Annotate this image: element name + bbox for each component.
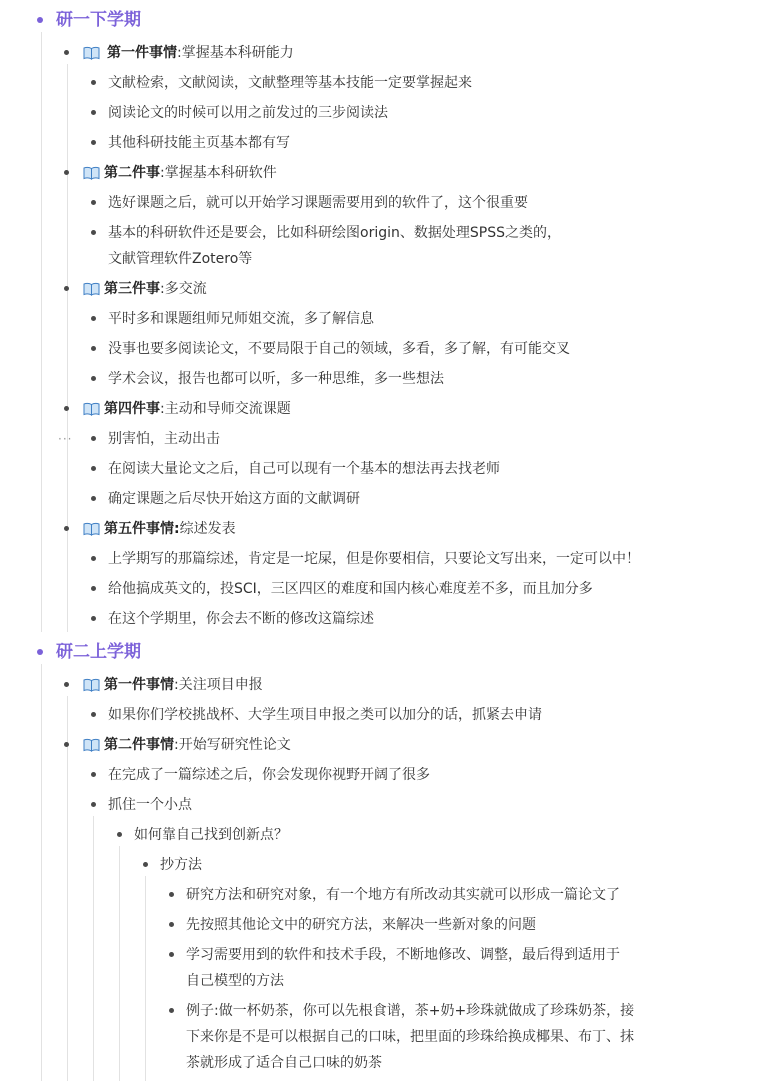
list-item-text: 其他科研技能主页基本都有写 — [108, 135, 290, 151]
outline-guide-level3 — [93, 816, 94, 1081]
list-item-text: 在这个学期里，你会去不断的修改这篇综述 — [108, 611, 374, 627]
topic-label-bold: 第一件事情 — [107, 45, 177, 61]
bullet[interactable] — [64, 742, 69, 747]
bullet[interactable] — [169, 922, 174, 927]
topic-label: :掌握基本科研软件 — [160, 165, 277, 181]
bullet[interactable] — [91, 466, 96, 471]
list-item-text: 学习需要用到的软件和技术手段，不断地修改、调整，最后得到适用于 — [186, 947, 620, 963]
bullet[interactable] — [91, 200, 96, 205]
list-item-text: 下来你是不是可以根据自己的口味，把里面的珍珠给换成椰果、布丁、抹 — [186, 1029, 634, 1045]
topic-label: 综述发表 — [179, 521, 236, 537]
list-item-text: 在阅读大量论文之后，自己可以现有一个基本的想法再去找老师 — [108, 461, 500, 477]
list-item-text: 在完成了一篇综述之后，你会发现你视野开阔了很多 — [108, 767, 430, 783]
list-item-text: 上学期写的那篇综述，肯定是一坨屎，但是你要相信，只要论文写出来，一定可以中！ — [108, 551, 640, 567]
topic-label: :关注项目申报 — [174, 677, 263, 693]
bullet[interactable] — [91, 586, 96, 591]
topic-label-bold: 第二件事 — [104, 165, 160, 181]
list-item-text: 茶就形成了适合自己口味的奶茶 — [186, 1055, 382, 1071]
outline-guide-level4 — [119, 846, 120, 1081]
bullet[interactable] — [169, 1008, 174, 1013]
topic-label-bold: 第五件事情: — [104, 521, 180, 537]
more-options-icon[interactable]: ··· — [58, 432, 73, 446]
list-item-text: 抓住一个小点 — [108, 797, 192, 813]
open-book-icon — [83, 402, 100, 416]
bullet[interactable] — [37, 17, 43, 23]
outline-guide-level1 — [41, 664, 42, 1081]
outline-guide-level2 — [67, 696, 68, 1081]
list-item-text: 平时多和课题组师兄师姐交流，多了解信息 — [108, 311, 374, 327]
topic-label-bold: 第二件事情 — [104, 737, 174, 753]
bullet[interactable] — [91, 80, 96, 85]
bullet[interactable] — [91, 712, 96, 717]
list-item-text: 文献检索，文献阅读，文献整理等基本技能一定要掌握起来 — [108, 75, 472, 91]
open-book-icon — [83, 166, 100, 180]
bullet[interactable] — [91, 376, 96, 381]
bullet[interactable] — [64, 406, 69, 411]
list-item-text: 没事也要多阅读论文，不要局限于自己的领域，多看，多了解，有可能交叉 — [108, 341, 570, 357]
topic-label: :掌握基本科研能力 — [177, 45, 294, 61]
bullet[interactable] — [117, 832, 122, 837]
topic-label: :多交流 — [160, 281, 207, 297]
list-item-text: 例子:做一杯奶茶，你可以先根食谱，茶+奶+珍珠就做成了珍珠奶茶，接 — [186, 1003, 635, 1019]
open-book-icon — [83, 738, 100, 752]
bullet[interactable] — [64, 170, 69, 175]
list-item-text: 基本的科研软件还是要会，比如科研绘图origin、数据处理SPSS之类的， — [108, 225, 561, 241]
bullet[interactable] — [91, 316, 96, 321]
bullet[interactable] — [64, 50, 69, 55]
list-item-text: 如何靠自己找到创新点？ — [134, 827, 288, 843]
open-book-icon — [83, 522, 100, 536]
outline-guide-level5 — [145, 876, 146, 1081]
section-title: 研二上学期 — [56, 642, 141, 662]
list-item-text: 给他搞成英文的，投SCI，三区四区的难度和国内核心难度差不多，而且加分多 — [108, 581, 593, 597]
topic-label-bold: 第一件事情 — [104, 677, 174, 693]
list-item-text: 如果你们学校挑战杯、大学生项目申报之类可以加分的话，抓紧去申请 — [108, 707, 542, 723]
outline-guide-level1 — [41, 32, 42, 632]
list-item-text: 文献管理软件Zotero等 — [108, 251, 253, 267]
open-book-icon — [83, 282, 100, 296]
bullet[interactable] — [169, 952, 174, 957]
list-item-text: 别害怕，主动出击 — [108, 431, 220, 447]
bullet[interactable] — [91, 496, 96, 501]
topic-label: :主动和导师交流课题 — [160, 401, 291, 417]
bullet[interactable] — [91, 140, 96, 145]
topic-label-bold: 第三件事 — [104, 281, 160, 297]
list-item-text: 学术会议，报告也都可以听，多一种思维，多一些想法 — [108, 371, 444, 387]
list-item-text: 选好课题之后，就可以开始学习课题需要用到的软件了，这个很重要 — [108, 195, 528, 211]
bullet[interactable] — [91, 110, 96, 115]
list-item-text: 先按照其他论文中的研究方法，来解决一些新对象的问题 — [186, 917, 536, 933]
bullet[interactable] — [91, 802, 96, 807]
bullet[interactable] — [91, 616, 96, 621]
topic-label: :开始写研究性论文 — [174, 737, 291, 753]
list-item-text: 自己模型的方法 — [186, 973, 284, 989]
list-item-text: 抄方法 — [160, 857, 202, 873]
bullet[interactable] — [64, 682, 69, 687]
bullet[interactable] — [64, 286, 69, 291]
bullet[interactable] — [91, 230, 96, 235]
bullet[interactable] — [91, 436, 96, 441]
outline-guide-level2 — [67, 64, 68, 632]
list-item-text: 确定课题之后尽快开始这方面的文献调研 — [108, 491, 360, 507]
list-item-text: 研究方法和研究对象，有一个地方有所改动其实就可以形成一篇论文了 — [186, 887, 620, 903]
list-item-text: 阅读论文的时候可以用之前发过的三步阅读法 — [108, 105, 388, 121]
open-book-icon — [83, 46, 100, 60]
bullet[interactable] — [169, 892, 174, 897]
bullet[interactable] — [91, 556, 96, 561]
bullet[interactable] — [91, 772, 96, 777]
open-book-icon — [83, 678, 100, 692]
section-title: 研一下学期 — [56, 10, 141, 30]
bullet[interactable] — [64, 526, 69, 531]
topic-label-bold: 第四件事 — [104, 401, 160, 417]
bullet[interactable] — [91, 346, 96, 351]
bullet[interactable] — [37, 649, 43, 655]
bullet[interactable] — [143, 862, 148, 867]
